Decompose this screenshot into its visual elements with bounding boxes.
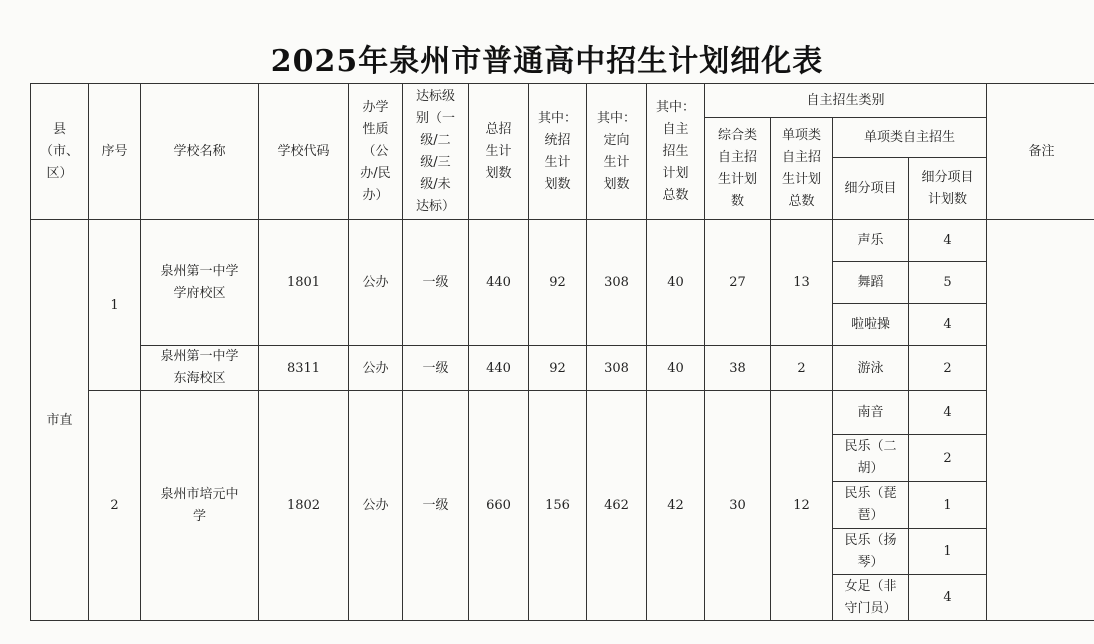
nature-cell: 公办 [349,346,403,391]
header-school-code: 学校代码 [259,84,349,220]
header-category-group: 自主招生类别 [705,84,987,118]
comprehensive-cell: 27 [705,220,771,346]
nature-cell: 公办 [349,220,403,346]
sub-count-cell: 4 [909,391,987,435]
sub-item-cell: 舞蹈 [833,262,909,304]
total-cell: 440 [469,346,529,391]
school-name-cell: 泉州市培元中 学 [141,391,259,621]
header-level: 达标级 别（一 级/二 级/三 级/未 达标） [403,84,469,220]
comprehensive-cell: 38 [705,346,771,391]
school-name-cell: 泉州第一中学 东海校区 [141,346,259,391]
directed-cell: 462 [587,391,647,621]
enrollment-plan-table [30,83,1094,621]
directed-cell: 308 [587,220,647,346]
table-row [31,220,1094,262]
total-cell: 660 [469,391,529,621]
sub-count-cell: 4 [909,304,987,346]
remark-cell [987,220,1094,621]
unified-cell: 92 [529,346,587,391]
header-sub-item: 细分项目 [833,158,909,220]
header-single-group: 单项类自主招生 [833,118,987,158]
table-row [31,346,1094,391]
sub-item-cell: 啦啦操 [833,304,909,346]
table-row [31,391,1094,435]
comprehensive-cell: 30 [705,391,771,621]
header-independent: 其中： 自主 招生 计划 总数 [647,84,705,220]
header-county: 县 （市、 区） [31,84,89,220]
header-unified: 其中： 统招 生计 划数 [529,84,587,220]
header-sub-count: 细分项目 计划数 [909,158,987,220]
sub-item-cell: 声乐 [833,220,909,262]
header-total: 总招 生计 划数 [469,84,529,220]
unified-cell: 92 [529,220,587,346]
independent-cell: 42 [647,391,705,621]
sub-count-cell: 2 [909,346,987,391]
header-single-total: 单项类 自主招 生计划 总数 [771,118,833,220]
independent-cell: 40 [647,220,705,346]
sub-count-cell: 2 [909,435,987,482]
sub-item-cell: 民乐（琵 琶） [833,482,909,529]
sub-item-cell: 南音 [833,391,909,435]
independent-cell: 40 [647,346,705,391]
level-cell: 一级 [403,220,469,346]
header-nature: 办学 性质 （公 办/民 办） [349,84,403,220]
school-code-cell: 8311 [259,346,349,391]
school-code-cell: 1801 [259,220,349,346]
sub-count-cell: 1 [909,529,987,575]
header-seq: 序号 [89,84,141,220]
sub-item-cell: 民乐（扬 琴） [833,529,909,575]
unified-cell: 156 [529,391,587,621]
sub-count-cell: 1 [909,482,987,529]
nature-cell: 公办 [349,391,403,621]
level-cell: 一级 [403,391,469,621]
single-total-cell: 2 [771,346,833,391]
level-cell: 一级 [403,346,469,391]
seq-cell: 1 [89,220,141,391]
single-total-cell: 12 [771,391,833,621]
total-cell: 440 [469,220,529,346]
header-comprehensive: 综合类 自主招 生计划 数 [705,118,771,220]
header-school-name: 学校名称 [141,84,259,220]
page-title: 2025年泉州市普通高中招生计划细化表 [270,44,824,79]
header-remark: 备注 [987,84,1094,220]
sub-item-cell: 民乐（二 胡） [833,435,909,482]
school-name-cell: 泉州第一中学 学府校区 [141,220,259,346]
county-cell: 市直 [31,220,89,621]
sub-item-cell: 游泳 [833,346,909,391]
sub-count-cell: 5 [909,262,987,304]
directed-cell: 308 [587,346,647,391]
single-total-cell: 13 [771,220,833,346]
school-code-cell: 1802 [259,391,349,621]
sub-count-cell: 4 [909,575,987,621]
sub-count-cell: 4 [909,220,987,262]
sub-item-cell: 女足（非 守门员） [833,575,909,621]
header-directed: 其中： 定向 生计 划数 [587,84,647,220]
seq-cell: 2 [89,391,141,621]
